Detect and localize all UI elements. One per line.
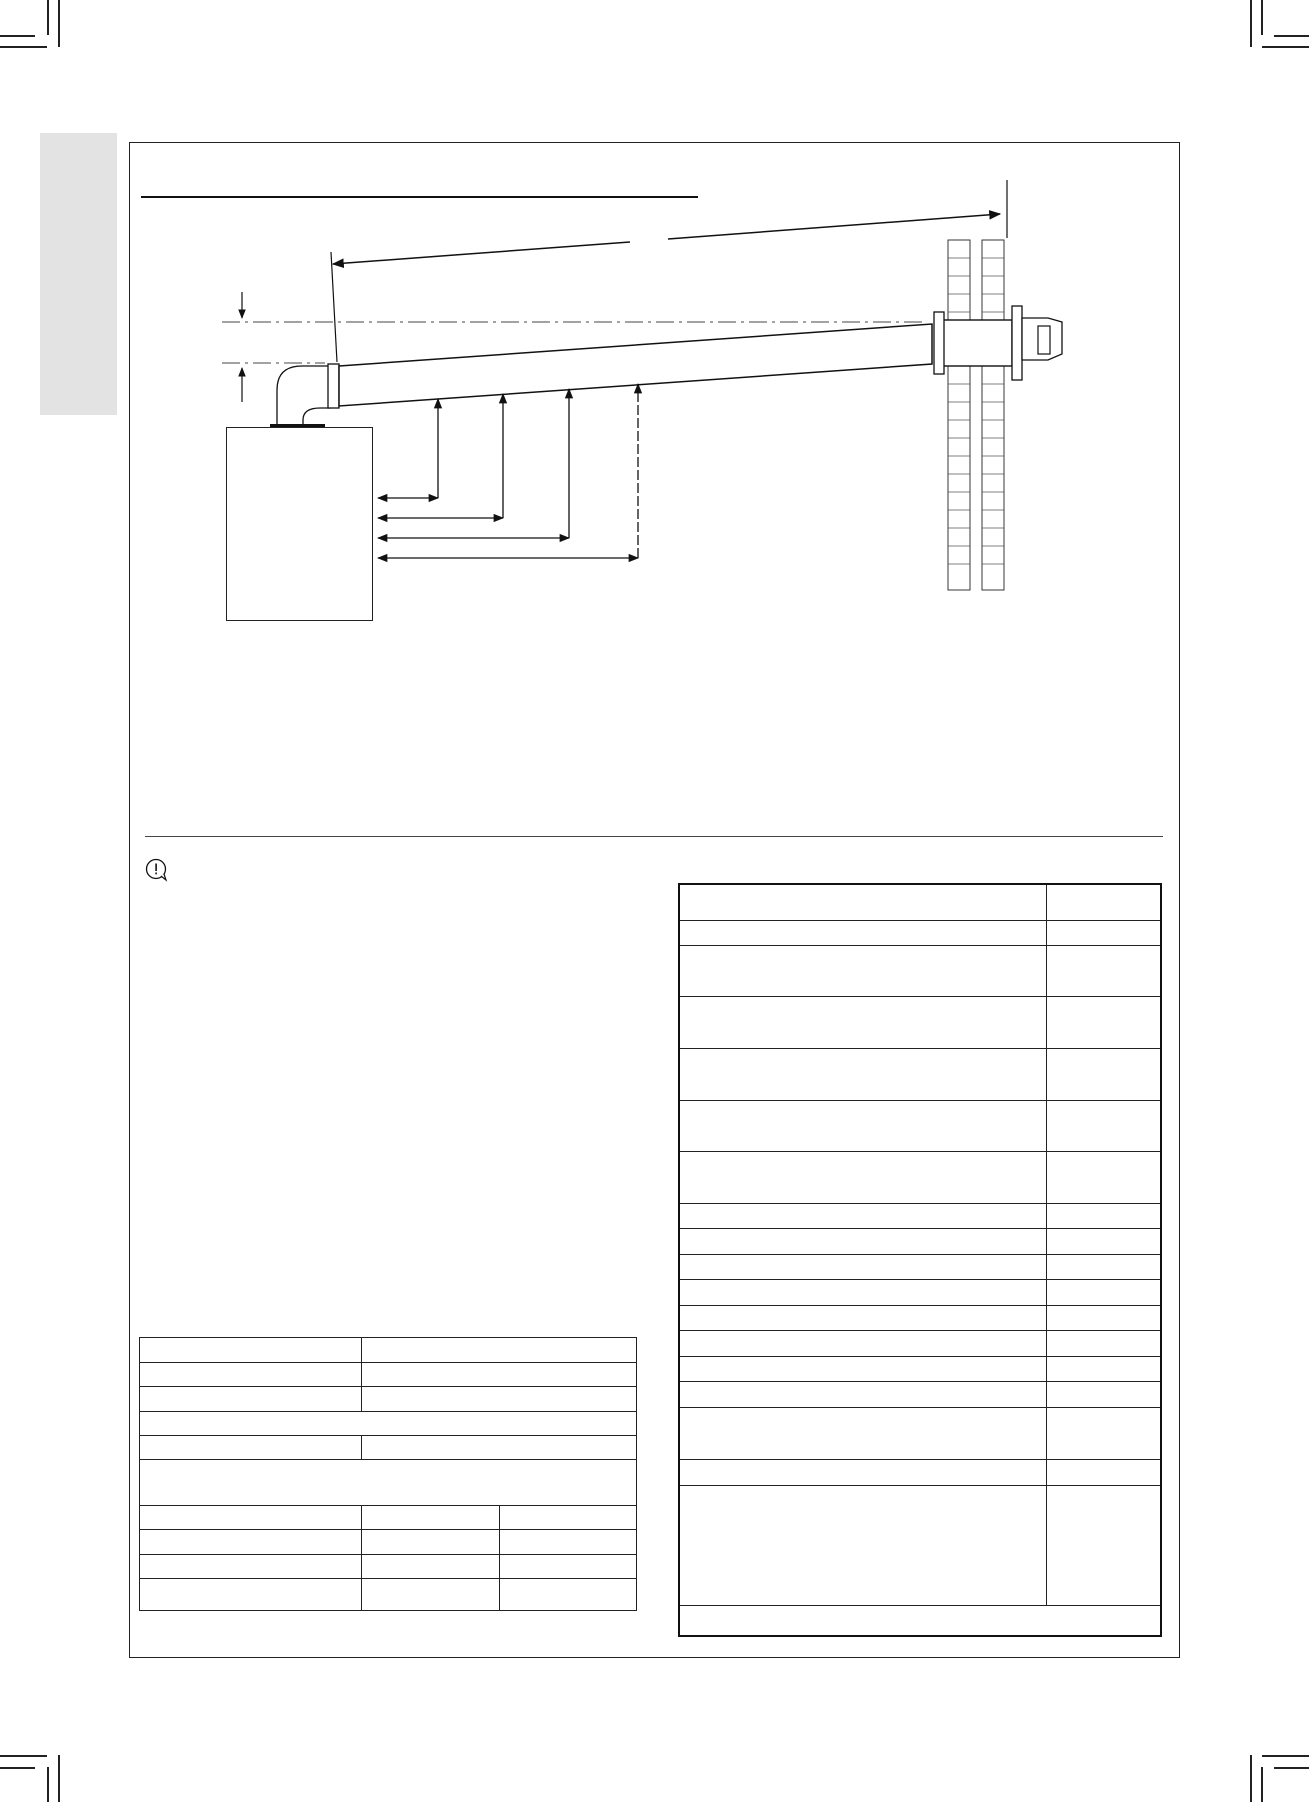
table-row — [679, 920, 1161, 945]
table-row — [679, 1279, 1161, 1305]
table-row — [140, 1363, 637, 1387]
crop-mark-bottom-left-v2 — [47, 1767, 49, 1802]
flue-diagram — [0, 0, 1309, 640]
crop-mark-bottom-left-v — [58, 1755, 60, 1802]
table-row — [679, 1605, 1161, 1636]
table-row — [140, 1387, 637, 1412]
boiler — [226, 427, 373, 621]
outer-wall-plate — [1012, 306, 1022, 380]
table-row — [679, 1330, 1161, 1356]
length-extension-left — [331, 252, 337, 362]
caution-speech-bubble-icon — [145, 858, 169, 882]
table-row — [140, 1436, 637, 1460]
terminal-outlet — [1038, 326, 1050, 354]
table-row — [679, 1048, 1161, 1100]
table-row — [140, 1338, 637, 1363]
crop-mark-bottom-right-v — [1250, 1755, 1252, 1802]
table-row — [679, 1381, 1161, 1407]
table-row — [140, 1412, 637, 1436]
wall-sleeve — [940, 320, 1012, 366]
table-row — [679, 996, 1161, 1048]
table-row — [679, 1459, 1161, 1485]
table-row — [679, 1100, 1161, 1151]
table-row — [140, 1530, 637, 1555]
section-divider — [145, 836, 1163, 837]
table-row — [679, 1254, 1161, 1279]
length-dimension-line-right — [668, 214, 1000, 239]
table-row — [679, 1356, 1161, 1381]
flue-elbow — [277, 366, 330, 428]
table-row — [140, 1555, 637, 1579]
left-data-table — [139, 1337, 637, 1611]
table-row — [679, 1485, 1161, 1605]
crop-mark-bottom-right-h2 — [1274, 1767, 1309, 1769]
table-row — [140, 1579, 637, 1611]
flue-pipe — [339, 324, 932, 406]
crop-mark-bottom-right-h — [1262, 1755, 1309, 1757]
table-row — [679, 1407, 1161, 1459]
length-dimension-line-left — [333, 242, 630, 264]
inner-wall-plate — [934, 312, 944, 374]
right-data-table — [678, 883, 1162, 1637]
table-row — [679, 1151, 1161, 1203]
crop-mark-bottom-left-h2 — [0, 1767, 35, 1769]
table-row — [679, 1228, 1161, 1254]
table-row — [140, 1506, 637, 1530]
elbow-collar — [328, 364, 339, 408]
table-row — [679, 945, 1161, 996]
crop-mark-bottom-right-v2 — [1261, 1767, 1263, 1802]
table-row — [679, 1203, 1161, 1228]
table-row — [140, 1460, 637, 1506]
table-row — [679, 1305, 1161, 1330]
crop-mark-bottom-left-h — [0, 1755, 47, 1757]
table-row — [679, 884, 1161, 920]
brick-wall — [948, 240, 1004, 590]
